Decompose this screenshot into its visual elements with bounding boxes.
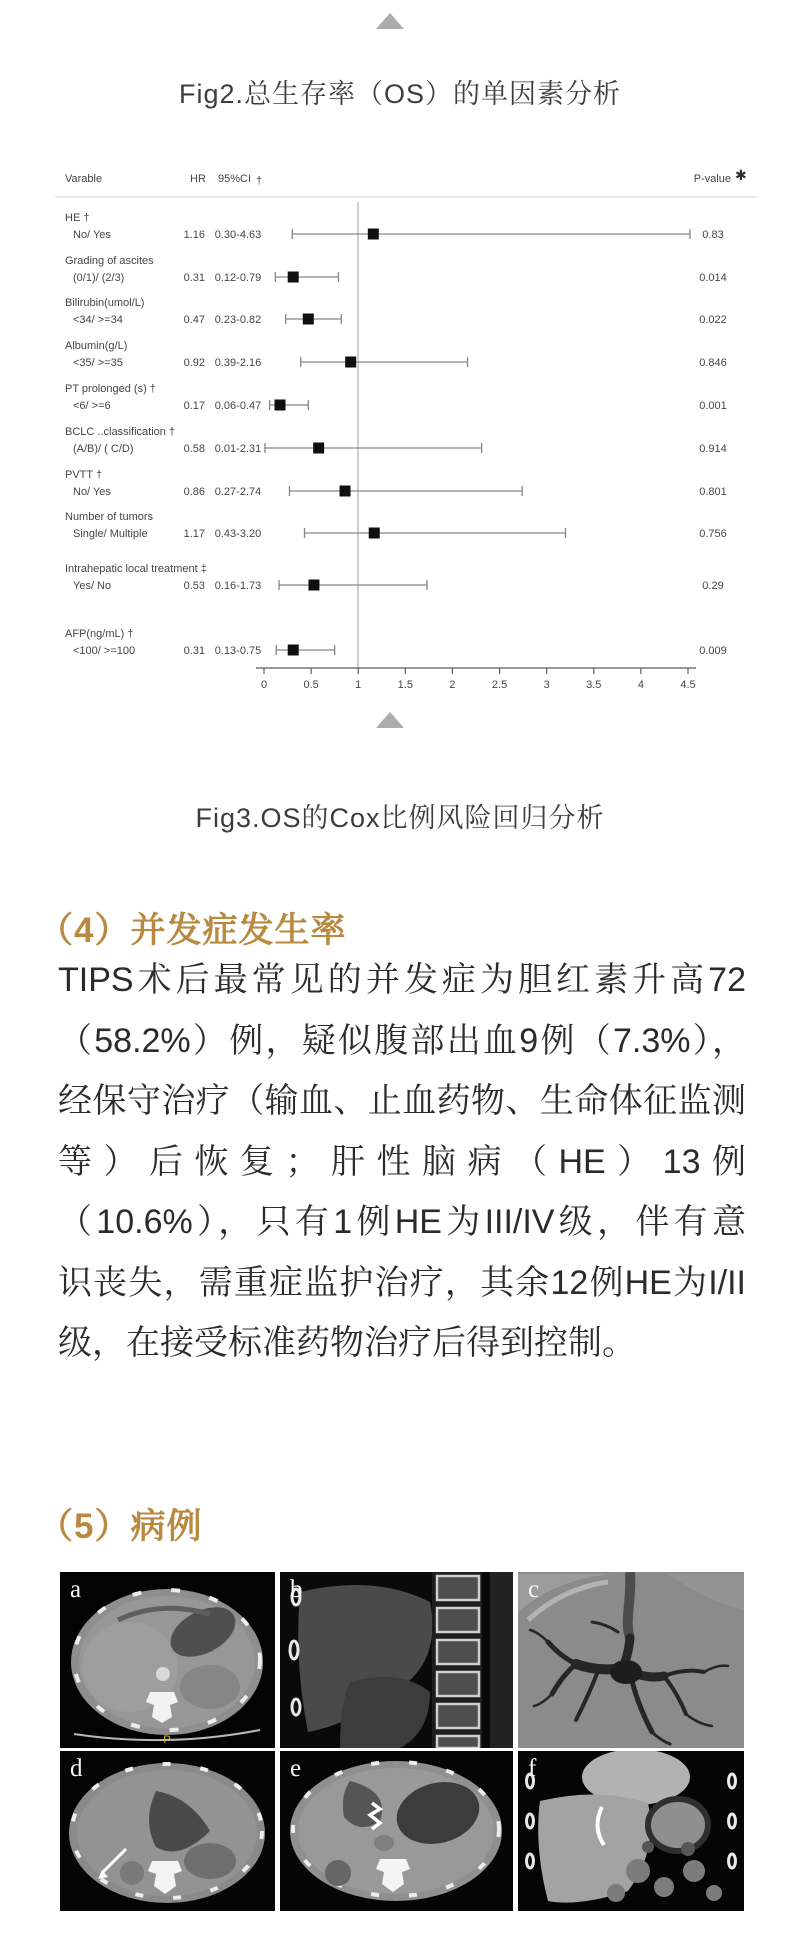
hr-point-marker xyxy=(288,645,299,656)
x-axis-tick-label: 2.5 xyxy=(491,679,508,691)
ct-panel-b xyxy=(280,1572,513,1748)
row-hr-value: 1.16 xyxy=(183,229,205,241)
row-group-label: Albumin(g/L) xyxy=(65,340,128,352)
row-p-value: 0.001 xyxy=(699,400,727,412)
row-sublabel: <6/ >=6 xyxy=(73,400,111,412)
orientation-marker: P xyxy=(163,1734,171,1746)
row-sublabel: Yes/ No xyxy=(73,580,112,592)
row-group-label: PT prolonged (s) † xyxy=(65,383,156,395)
complications-paragraph xyxy=(58,950,746,1374)
row-sublabel: No/ Yes xyxy=(73,229,111,241)
row-ci-value: 0.12-0.79 xyxy=(214,272,262,284)
row-group-label: AFP(ng/mL) † xyxy=(65,628,134,640)
hr-point-marker xyxy=(345,357,356,368)
row-group-label: Intrahepatic local treatment ‡ xyxy=(65,563,207,575)
ct-sagittal-image xyxy=(280,1572,513,1748)
x-axis-tick-label: 4 xyxy=(637,679,644,691)
paragraph-line: 级，在接受标准药物治疗后得到控制。 xyxy=(58,1324,636,1362)
panel-label: c xyxy=(528,1576,540,1603)
row-sublabel: <100/ >=100 xyxy=(73,645,136,657)
row-group-label: Number of tumors xyxy=(65,511,154,523)
row-ci-value: 0.06-0.47 xyxy=(214,400,262,412)
ct-axial-needle-image xyxy=(60,1751,275,1911)
x-axis-tick-label: 0 xyxy=(260,679,268,691)
row-p-value: 0.83 xyxy=(702,229,724,241)
col-header-hr: HR xyxy=(190,173,206,185)
row-ci-value: 0.39-2.16 xyxy=(214,357,262,369)
row-p-value: 0.29 xyxy=(702,580,724,592)
ct-axial-image xyxy=(60,1572,275,1748)
row-sublabel: No/ Yes xyxy=(73,486,111,498)
row-hr-value: 0.86 xyxy=(183,486,205,498)
panel-label: b xyxy=(290,1576,303,1603)
row-ci-value: 0.01-2.31 xyxy=(214,443,262,455)
x-axis-tick-label: 2 xyxy=(449,679,456,691)
row-p-value: 0.014 xyxy=(699,272,727,284)
hr-point-marker xyxy=(303,314,314,325)
collapse-triangle-icon xyxy=(376,712,404,728)
row-ci-value: 0.16-1.73 xyxy=(214,580,262,592)
row-p-value: 0.914 xyxy=(699,443,727,455)
x-axis-tick-label: 0.5 xyxy=(303,679,319,691)
panel-label: a xyxy=(70,1576,82,1603)
row-group-label: HE † xyxy=(65,212,90,224)
x-axis-tick-label: 4.5 xyxy=(680,679,696,691)
ct-panel-e xyxy=(280,1751,513,1911)
row-hr-value: 0.58 xyxy=(183,443,205,455)
row-p-value: 0.009 xyxy=(699,645,727,657)
row-group-label: PVTT † xyxy=(65,469,103,481)
row-p-value: 0.801 xyxy=(699,486,727,498)
row-ci-value: 0.27-2.74 xyxy=(214,486,262,498)
row-sublabel: <35/ >=35 xyxy=(73,357,123,369)
ct-panel-d xyxy=(60,1751,275,1911)
section-heading-complications: （4）并发症发生率 xyxy=(38,911,347,950)
ct-panel-f xyxy=(518,1751,744,1911)
row-ci-value: 0.43-3.20 xyxy=(214,528,262,540)
catheter xyxy=(628,1572,631,1638)
row-sublabel: <34/ >=34 xyxy=(73,314,123,326)
row-hr-value: 0.17 xyxy=(183,400,205,412)
x-axis-tick-label: 3 xyxy=(543,679,550,691)
paragraph-line: 识丧失，需重症监护治疗，其余12例HE为I/II xyxy=(58,1263,746,1302)
row-hr-value: 0.47 xyxy=(183,314,205,326)
paragraph-line: （58.2%）例，疑似腹部出血9例（7.3%）， xyxy=(58,1021,746,1060)
hr-point-marker xyxy=(368,229,379,240)
row-p-value: 0.846 xyxy=(699,357,727,369)
section-heading-cases: （5）病例 xyxy=(38,1507,203,1546)
fig3-caption: Fig3.OS的Cox比例风险回归分析 xyxy=(195,803,605,833)
row-group-label: BCLC ..classification † xyxy=(65,426,176,438)
row-p-value: 0.756 xyxy=(699,528,727,540)
row-ci-value: 0.23-0.82 xyxy=(214,314,262,326)
paragraph-line: TIPS术后最常见的并发症为胆红素升高72 xyxy=(58,961,746,999)
col-header-variable: Varable xyxy=(65,173,103,185)
row-sublabel: (A/B)/ ( C/D) xyxy=(73,443,134,455)
lesion xyxy=(325,1860,351,1886)
hr-point-marker xyxy=(308,580,319,591)
hr-point-marker xyxy=(369,528,380,539)
row-ci-value: 0.30-4.63 xyxy=(214,229,262,241)
row-group-label: Grading of ascites xyxy=(65,255,154,267)
ct-coronal-image xyxy=(518,1751,744,1911)
ct-panel-c xyxy=(518,1572,744,1748)
dagger-note: † xyxy=(256,175,263,187)
paragraph-line: 经保守治疗（输血、止血药物、生命体征监测 xyxy=(58,1082,746,1120)
panel-label: d xyxy=(70,1755,83,1782)
row-sublabel: Single/ Multiple xyxy=(73,528,148,540)
x-axis-tick-label: 3.5 xyxy=(586,679,602,691)
col-header-ci: 95%CI xyxy=(218,173,252,185)
x-axis-tick-label: 1.5 xyxy=(397,679,413,691)
paragraph-line: 等）后恢复；肝性脑病（HE）13例 xyxy=(58,1142,746,1181)
hr-point-marker xyxy=(340,486,351,497)
row-hr-value: 0.53 xyxy=(183,580,205,592)
row-ci-value: 0.13-0.75 xyxy=(214,645,262,657)
col-header-pvalue: P-value xyxy=(693,173,731,185)
row-hr-value: 0.92 xyxy=(183,357,205,369)
row-sublabel: (0/1)/ (2/3) xyxy=(73,272,125,284)
case-ct-image-grid xyxy=(60,1572,750,1911)
paragraph-line: （10.6%），只有1例HE为III/IV级，伴有意 xyxy=(58,1203,746,1241)
ct-panel-a xyxy=(60,1572,275,1748)
round-mass xyxy=(648,1799,708,1851)
forest-plot-figure xyxy=(0,160,800,705)
row-hr-value: 1.17 xyxy=(183,528,205,540)
row-group-label: Bilirubin(umol/L) xyxy=(65,297,145,309)
x-axis-tick-label: 1 xyxy=(355,679,362,691)
row-hr-value: 0.31 xyxy=(183,645,205,657)
collapse-triangle-icon xyxy=(376,13,404,29)
panel-label: e xyxy=(290,1755,302,1782)
portogram-image xyxy=(518,1572,744,1748)
fig2-caption: Fig2.总生存率（OS）的单因素分析 xyxy=(178,79,622,109)
panel-label: f xyxy=(528,1755,537,1782)
ct-axial-stent-image xyxy=(280,1751,513,1911)
hr-point-marker xyxy=(275,400,286,411)
hr-point-marker xyxy=(288,272,299,283)
row-p-value: 0.022 xyxy=(699,314,727,326)
hr-point-marker xyxy=(313,443,324,454)
row-hr-value: 0.31 xyxy=(183,272,205,284)
asterisk-note: ✱ xyxy=(735,167,747,183)
